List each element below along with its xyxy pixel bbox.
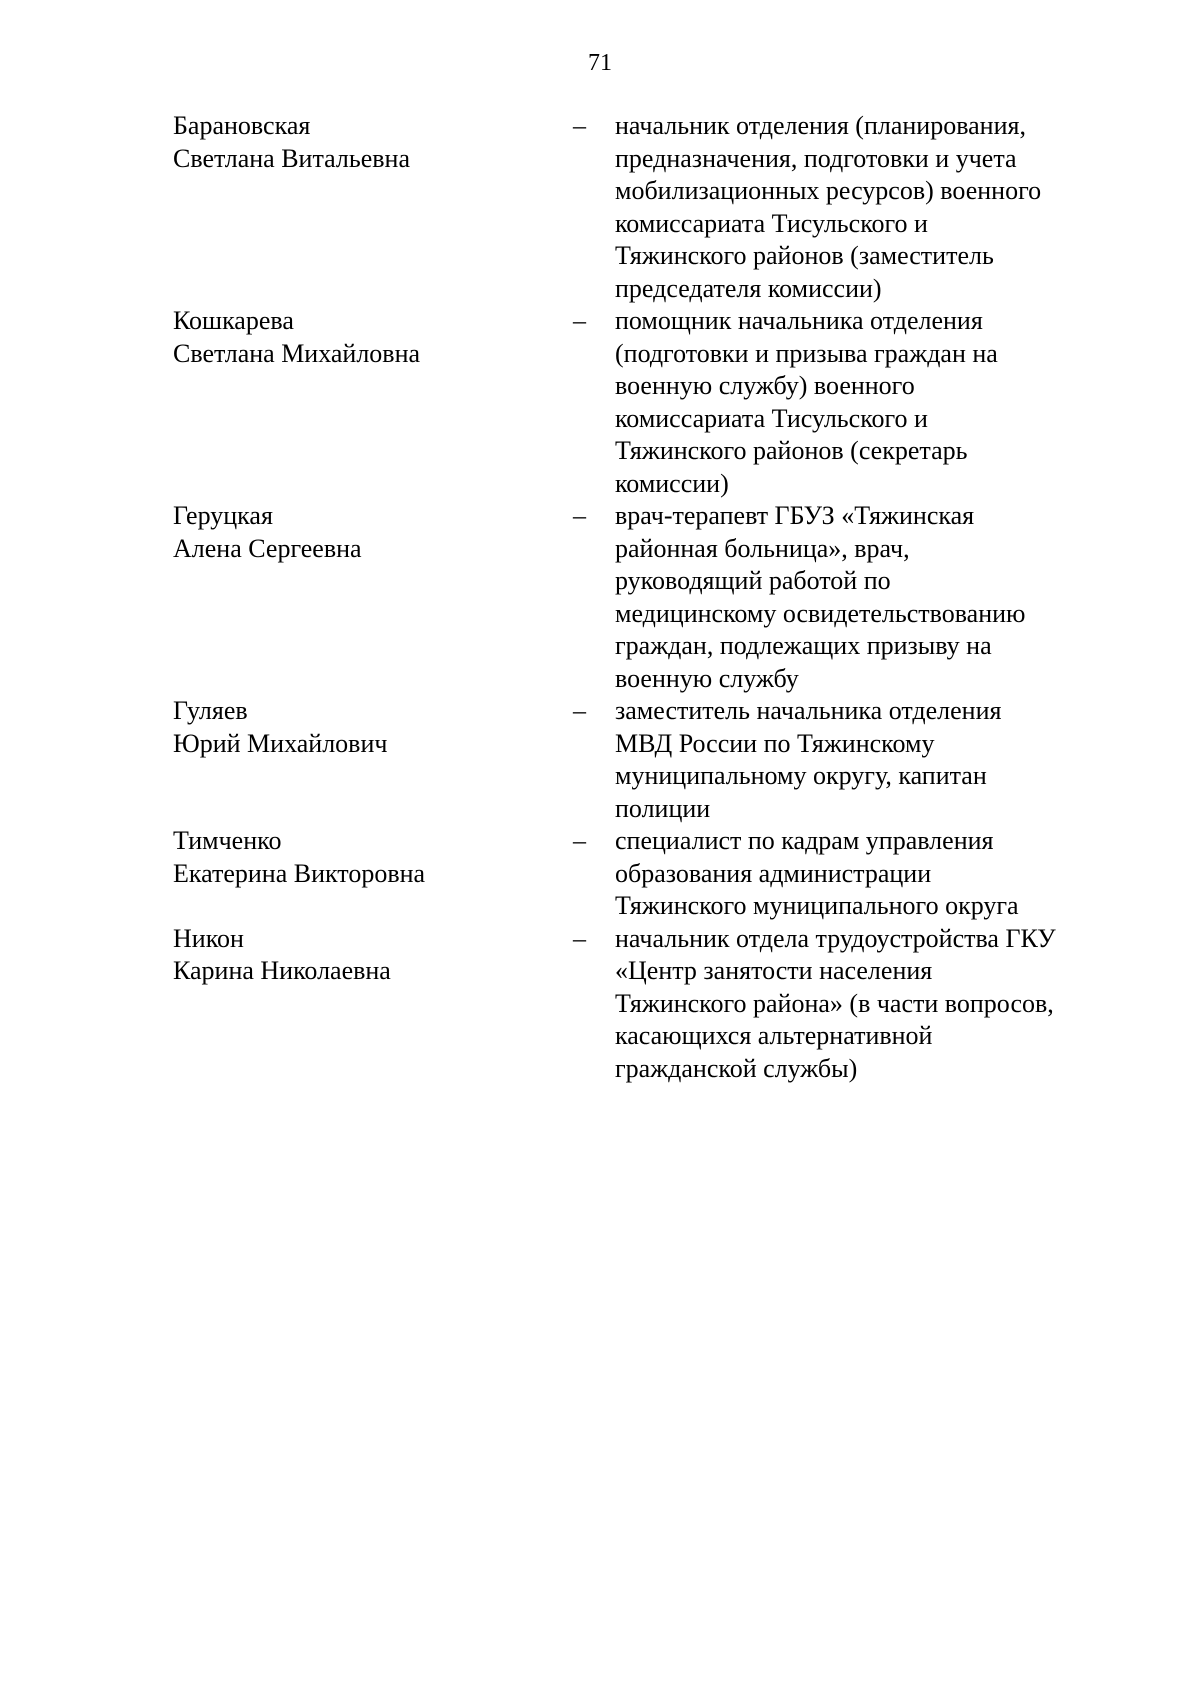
member-role-line: мобилизационных ресурсов) военного [615, 176, 1042, 205]
member-role-line: МВД России по Тяжинскому [615, 728, 935, 758]
member-role-line: «Центр занятости населения [615, 956, 933, 985]
member-name [173, 500, 573, 695]
member-role-line: образования администрации [615, 858, 932, 888]
member-entry [173, 110, 1113, 305]
member-role-line: гражданской службы) [615, 1053, 858, 1083]
member-dash: – [573, 306, 586, 335]
member-role [615, 695, 1105, 825]
member-role-line: районная больница», врач, [615, 533, 910, 563]
member-given-names: Светлана Михайловна [173, 338, 421, 368]
member-role-line: врач-терапевт ГБУЗ «Тяжинская [615, 501, 975, 530]
member-role-line: муниципальному округу, капитан [615, 761, 987, 790]
member-given-names: Екатерина Викторовна [173, 858, 426, 888]
member-name [173, 110, 573, 305]
member-entry [173, 305, 1113, 500]
commission-member-list [173, 110, 1113, 1085]
member-entry [173, 923, 1113, 1086]
member-role-line: медицинскому освидетельствованию [615, 598, 1026, 628]
member-dash: – [573, 696, 586, 725]
member-surname: Геруцкая [173, 501, 273, 530]
member-role-line: специалист по кадрам управления [615, 826, 994, 855]
member-given-names: Алена Сергеевна [173, 533, 362, 563]
member-role [615, 923, 1105, 1086]
member-role-line: комиссии) [615, 468, 729, 498]
member-entry [173, 695, 1113, 825]
member-name [173, 305, 573, 500]
member-role [615, 825, 1105, 923]
member-surname: Тимченко [173, 826, 282, 855]
page-number: 71 [588, 50, 612, 76]
member-dash: – [573, 501, 586, 530]
member-role-line: начальник отделения (планирования, [615, 111, 1026, 140]
member-given-names: Светлана Витальевна [173, 143, 410, 173]
member-role [615, 500, 1105, 695]
member-surname: Никон [173, 923, 244, 953]
member-role-line: (подготовки и призыва граждан на [615, 338, 998, 368]
member-role-line: касающихся альтернативной [615, 1021, 933, 1050]
member-role-line: военную службу) военного [615, 371, 915, 400]
member-name [173, 695, 573, 825]
member-role-line: военную службу [615, 663, 799, 693]
member-surname: Кошкарева [173, 306, 294, 335]
member-entry [173, 825, 1113, 923]
member-surname: Гуляев [173, 696, 248, 725]
member-entry [173, 500, 1113, 695]
member-role-line: предназначения, подготовки и учета [615, 143, 1017, 173]
member-role [615, 305, 1105, 500]
member-dash: – [573, 923, 586, 953]
member-role-line: полиции [615, 793, 711, 823]
member-role-line: Тяжинского районов (заместитель [615, 241, 994, 270]
member-role-line: Тяжинского муниципального округа [615, 891, 1019, 920]
member-surname: Барановская [173, 111, 311, 140]
member-role-line: руководящий работой по [615, 566, 891, 595]
member-role-line: Тяжинского районов (секретарь [615, 436, 968, 465]
member-role-line: комиссариата Тисульского и [615, 208, 928, 238]
member-role-line: комиссариата Тисульского и [615, 403, 928, 433]
member-role-line: помощник начальника отделения [615, 306, 983, 335]
member-name [173, 825, 573, 923]
member-dash: – [573, 826, 586, 855]
member-role-line: заместитель начальника отделения [615, 696, 1002, 725]
member-given-names: Карина Николаевна [173, 956, 391, 985]
member-role-line: председателя комиссии) [615, 273, 882, 303]
member-name [173, 923, 573, 1086]
member-given-names: Юрий Михайлович [173, 728, 388, 758]
member-dash: – [573, 111, 586, 140]
member-role-line: Тяжинского района» (в части вопросов, [615, 988, 1054, 1018]
member-role [615, 110, 1105, 305]
member-role-line: граждан, подлежащих призыву на [615, 631, 992, 660]
member-role-line: начальник отдела трудоустройства ГКУ [615, 923, 1056, 953]
